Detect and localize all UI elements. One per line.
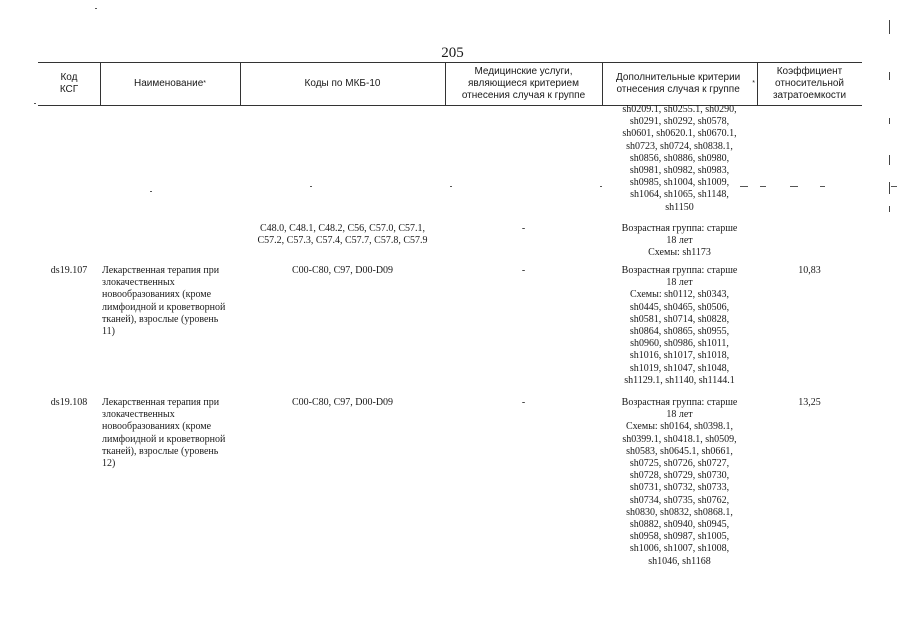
subrow-mkb <box>240 223 445 247</box>
criteria-line: sh0882, sh0940, sh0945, <box>629 519 730 531</box>
criteria-line: sh1046, sh1168 <box>648 555 711 567</box>
row-name <box>102 397 240 470</box>
page-number: 205 <box>441 45 464 61</box>
header-coef: Коэффициент относительной затратоемкости <box>772 66 847 101</box>
name-line: тканей), взрослые (уровень <box>102 445 219 457</box>
name-line: Лекарственная терапия при <box>102 397 220 408</box>
continued-criteria <box>602 104 757 214</box>
name-line: злокачественных <box>102 277 175 289</box>
criteria-line: sh0209.1, sh0255.1, sh0290, <box>622 104 737 115</box>
criteria-line: sh1150 <box>665 201 694 213</box>
criteria-line: sh0856, sh0886, sh0980, <box>629 152 730 164</box>
ksg-table <box>38 62 862 581</box>
criteria-line: sh0985, sh1004, sh1009, <box>629 177 730 189</box>
criteria-line: sh0830, sh0832, sh0868.1, <box>626 506 733 518</box>
name-line: лимфоидной и кроветворной <box>102 433 226 445</box>
header-code: Код КСГ <box>59 72 79 95</box>
name-line: 12) <box>102 458 116 470</box>
name-line: новообразованиях (кроме <box>102 421 212 433</box>
criteria-line: Возрастная группа: старше <box>621 265 738 276</box>
table-header <box>38 62 862 106</box>
header-criteria: Дополнительные критерии отнесения случая к группе * <box>616 72 755 95</box>
row-criteria <box>602 397 757 568</box>
criteria-line: sh0958, sh0987, sh1005, <box>629 531 730 543</box>
row-code: ds19.107 <box>50 265 88 276</box>
criteria-line: sh0445, sh0465, sh0506, <box>629 301 730 313</box>
name-line: 11) <box>102 326 115 338</box>
name-line: Лекарственная терапия при <box>102 265 220 276</box>
criteria-line: Схемы: sh0112, sh0343, <box>629 289 730 301</box>
criteria-line: 18 лет <box>666 235 693 247</box>
criteria-line: sh1019, sh1047, sh1048, <box>629 362 730 374</box>
criteria-line: sh0399.1, sh0418.1, sh0509, <box>622 433 737 445</box>
criteria-line: sh0734, sh0735, sh0762, <box>629 494 730 506</box>
criteria-line: sh0723, sh0724, sh0838.1, <box>626 140 733 152</box>
criteria-line: sh0583, sh0645.1, sh0661, <box>626 445 733 457</box>
criteria-line: Возрастная группа: старше <box>621 397 738 408</box>
criteria-line: sh1006, sh1007, sh1008, <box>629 543 730 555</box>
criteria-line: sh0291, sh0292, sh0578, <box>629 116 730 128</box>
criteria-line: sh0731, sh0732, sh0733, <box>629 482 730 494</box>
criteria-line: sh0728, sh0729, sh0730, <box>629 470 730 482</box>
criteria-line: sh0864, sh0865, sh0955, <box>629 326 730 338</box>
name-line: тканей), взрослые (уровень <box>102 313 219 325</box>
criteria-line: sh1016, sh1017, sh1018, <box>629 350 730 362</box>
name-line: новообразованиях (кроме <box>102 289 212 301</box>
row-name <box>102 265 240 338</box>
row-services: - <box>521 265 526 276</box>
row-criteria <box>602 265 757 387</box>
criteria-line: 18 лет <box>666 409 693 421</box>
name-line: злокачественных <box>102 409 175 421</box>
criteria-line: 18 лет <box>666 277 693 289</box>
criteria-line: sh0725, sh0726, sh0727, <box>629 458 730 470</box>
subrow-services: - <box>521 223 526 234</box>
row-mkb: C00-C80, C97, D00-D09 <box>291 397 394 408</box>
name-line: лимфоидной и кроветворной <box>102 301 226 313</box>
criteria-line: Схемы: sh1173 <box>648 247 711 259</box>
subrow-criteria <box>602 223 757 260</box>
criteria-line: Возрастная группа: старше <box>621 223 738 234</box>
criteria-line: sh0601, sh0620.1, sh0670.1, <box>622 128 737 140</box>
header-services: Медицинские услуги, являющиеся критерием отнесения случая к группе <box>461 66 586 101</box>
header-name: Наименование * <box>133 78 207 89</box>
criteria-line: sh0960, sh0986, sh1011, <box>630 338 729 350</box>
criteria-line: Схемы: sh0164, sh0398.1, <box>626 421 733 433</box>
criteria-line: sh0981, sh0982, sh0983, <box>629 165 730 177</box>
mkb-line: C57.2, C57.3, C57.4, C57.7, C57.8, C57.9 <box>257 235 428 247</box>
mkb-line: C48.0, C48.1, C48.2, C56, C57.0, C57.1, <box>259 223 426 234</box>
header-mkb: Коды по МКБ-10 <box>304 78 381 89</box>
criteria-line: sh0581, sh0714, sh0828, <box>629 313 730 325</box>
row-mkb: C00-C80, C97, D00-D09 <box>291 265 394 276</box>
criteria-line: sh1064, sh1065, sh1148, <box>630 189 729 201</box>
row-code: ds19.108 <box>50 397 88 408</box>
row-coef: 10,83 <box>798 265 821 276</box>
criteria-line: sh1129.1, sh1140, sh1144.1 <box>624 374 735 386</box>
row-services: - <box>521 397 526 408</box>
row-coef: 13,25 <box>798 397 821 408</box>
